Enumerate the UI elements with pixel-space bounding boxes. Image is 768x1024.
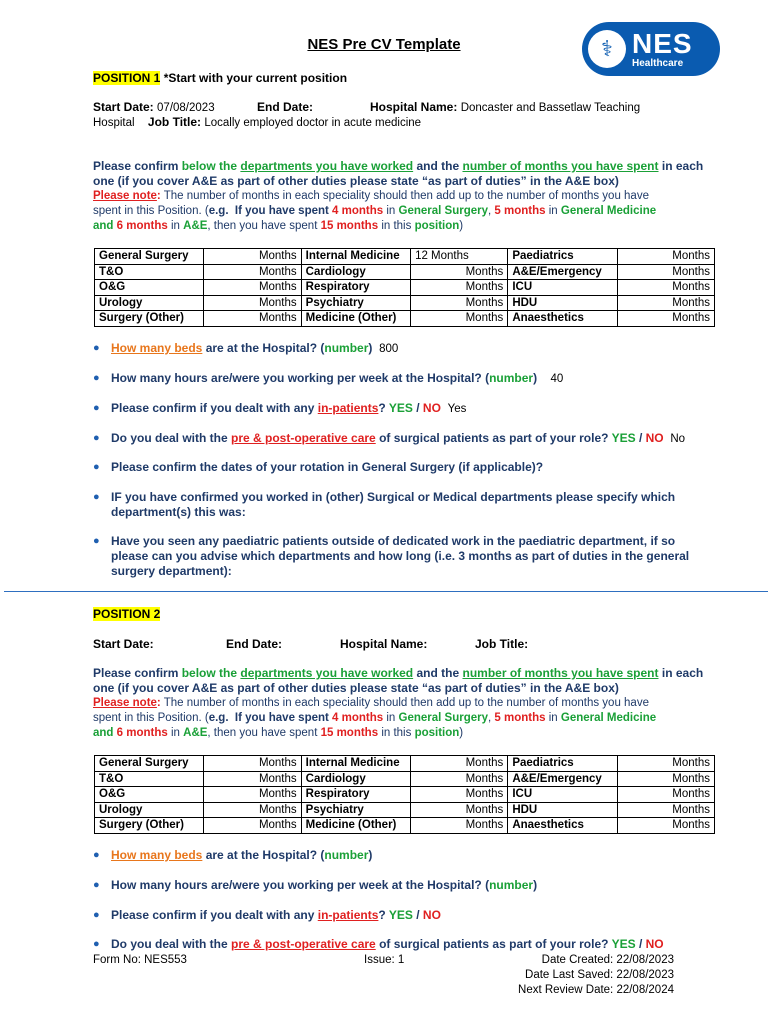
dept-cell: Respiratory bbox=[301, 280, 410, 296]
instructions-block-2: Please confirm below the departments you have worked and the number of months you have spent in each one (if you cover A&E as part of other duties please state “as part of duties” in the A&E box) Please note: The number of months in each speciality should then add up to the number of months you have spent in this Position. (e.g. If you have spent 4 months in General Surgery, 5 months in General Medicine and 6 months in A&E, then you have spent 15 months in this position) bbox=[93, 666, 704, 739]
table-row bbox=[95, 264, 715, 280]
months-cell[interactable]: Months bbox=[617, 280, 714, 296]
bullet-icon: ● bbox=[93, 909, 100, 921]
issue-number: Issue: 1 bbox=[364, 954, 405, 966]
hours-answer[interactable]: 40 bbox=[550, 373, 564, 385]
table-row bbox=[95, 818, 715, 834]
months-cell[interactable]: 12 Months bbox=[411, 249, 508, 265]
months-cell[interactable]: Months bbox=[204, 802, 301, 818]
dept-cell: Paediatrics bbox=[508, 756, 617, 772]
months-cell[interactable]: Months bbox=[411, 787, 508, 803]
bullet-icon: ● bbox=[93, 849, 100, 861]
position2-heading bbox=[93, 607, 160, 622]
position1-heading bbox=[93, 71, 347, 86]
months-cell[interactable]: Months bbox=[617, 756, 714, 772]
months-cell[interactable]: Months bbox=[204, 311, 301, 327]
job-title-label: Job Title: bbox=[147, 115, 202, 129]
months-cell[interactable]: Months bbox=[617, 818, 714, 834]
question-periop: ● Do you deal with the pre & post-operative care of surgical patients as part of your role? YES / NO No bbox=[93, 431, 686, 445]
departments-table-1 bbox=[94, 248, 715, 327]
months-cell[interactable]: Months bbox=[204, 264, 301, 280]
start-date-value: 07/08/2023 bbox=[157, 102, 215, 114]
dept-cell: Urology bbox=[95, 295, 204, 311]
hospital-name-label: Hospital Name: bbox=[370, 100, 458, 114]
months-cell[interactable]: Months bbox=[617, 249, 714, 265]
months-cell[interactable]: Months bbox=[617, 787, 714, 803]
bullet-icon: ● bbox=[93, 342, 100, 354]
position1-label: POSITION 1 bbox=[93, 71, 161, 85]
bullet-icon: ● bbox=[93, 432, 100, 444]
months-cell[interactable]: Months bbox=[411, 311, 508, 327]
dept-cell: Cardiology bbox=[301, 771, 410, 787]
months-cell[interactable]: Months bbox=[204, 771, 301, 787]
logo-main-text: NES bbox=[632, 27, 693, 59]
bullet-icon: ● bbox=[93, 372, 100, 384]
dept-cell: A&E/Emergency bbox=[508, 264, 617, 280]
dept-cell: Medicine (Other) bbox=[301, 818, 410, 834]
dept-cell: General Surgery bbox=[95, 249, 204, 265]
months-cell[interactable]: Months bbox=[617, 802, 714, 818]
dept-cell: Paediatrics bbox=[508, 249, 617, 265]
dept-cell: ICU bbox=[508, 280, 617, 296]
dept-cell: Psychiatry bbox=[301, 802, 410, 818]
job-title-row bbox=[93, 115, 421, 131]
question-other-departments: ● IF you have confirmed you worked in (other) Surgical or Medical departments please specify which department(s) this was: bbox=[93, 490, 676, 519]
months-cell[interactable]: Months bbox=[204, 756, 301, 772]
question-paediatrics: ● Have you seen any paediatric patients outside of dedicated work in the paediatric department, if so please can you advise which departments and how long (i.e. 3 months as part of duties in the general surgery department): bbox=[93, 534, 690, 578]
hospital-name-row bbox=[370, 100, 640, 116]
question-hours-2: ● How many hours are/were you working per week at the Hospital? (number) bbox=[93, 878, 538, 892]
months-cell[interactable]: Months bbox=[411, 771, 508, 787]
months-cell[interactable]: Months bbox=[617, 771, 714, 787]
months-cell[interactable]: Months bbox=[204, 295, 301, 311]
months-cell[interactable]: Months bbox=[411, 280, 508, 296]
end-date-label: End Date: bbox=[257, 100, 314, 114]
dept-cell: Internal Medicine bbox=[301, 249, 410, 265]
dept-cell: O&G bbox=[95, 280, 204, 296]
table-row bbox=[95, 756, 715, 772]
page-title: NES Pre CV Template bbox=[307, 36, 461, 53]
p2-hospital-name-label: Hospital Name: bbox=[340, 637, 428, 651]
question-inpatients-2: ● Please confirm if you dealt with any in-patients? YES / NO bbox=[93, 908, 441, 922]
departments-table-2 bbox=[94, 755, 715, 834]
p2-job-title-label: Job Title: bbox=[475, 637, 529, 651]
table-row bbox=[95, 280, 715, 296]
dept-cell: A&E/Emergency bbox=[508, 771, 617, 787]
months-cell[interactable]: Months bbox=[411, 295, 508, 311]
dept-cell: O&G bbox=[95, 787, 204, 803]
date-created: Date Created: 22/08/2023 bbox=[541, 954, 674, 966]
months-cell[interactable]: Months bbox=[617, 295, 714, 311]
months-cell[interactable]: Months bbox=[204, 249, 301, 265]
question-periop-2: ● Do you deal with the pre & post-operative care of surgical patients as part of your role? YES / NO bbox=[93, 937, 664, 951]
bullet-icon: ● bbox=[93, 938, 100, 950]
caduceus-icon: ⚕ bbox=[588, 30, 626, 68]
dept-cell: Psychiatry bbox=[301, 295, 410, 311]
dept-cell: ICU bbox=[508, 787, 617, 803]
dept-cell: Surgery (Other) bbox=[95, 818, 204, 834]
table-row bbox=[95, 295, 715, 311]
p2-start-date-label: Start Date: bbox=[93, 637, 154, 651]
dept-cell: General Surgery bbox=[95, 756, 204, 772]
table-row bbox=[95, 771, 715, 787]
position1-hint: *Start with your current position bbox=[163, 71, 348, 85]
dept-cell: Anaesthetics bbox=[508, 818, 617, 834]
next-review-date: Next Review Date: 22/08/2024 bbox=[518, 984, 674, 996]
bullet-icon: ● bbox=[93, 879, 100, 891]
dept-cell: Medicine (Other) bbox=[301, 311, 410, 327]
question-beds: ● How many beds are at the Hospital? (number) 800 bbox=[93, 341, 399, 355]
dept-cell: Respiratory bbox=[301, 787, 410, 803]
question-inpatients: ● Please confirm if you dealt with any in-patients? YES / NO Yes bbox=[93, 401, 467, 415]
hospital-name-value-cont: Hospital bbox=[93, 117, 135, 129]
table-row bbox=[95, 311, 715, 327]
bullet-icon: ● bbox=[93, 461, 100, 473]
months-cell[interactable]: Months bbox=[204, 787, 301, 803]
months-cell[interactable]: Months bbox=[204, 818, 301, 834]
months-cell[interactable]: Months bbox=[411, 818, 508, 834]
inpatients-answer[interactable]: Yes bbox=[447, 403, 467, 415]
months-cell[interactable]: Months bbox=[617, 264, 714, 280]
dept-cell: Internal Medicine bbox=[301, 756, 410, 772]
position1-start-date-row bbox=[93, 100, 215, 116]
table-row bbox=[95, 802, 715, 818]
table-row bbox=[95, 787, 715, 803]
section-divider bbox=[4, 591, 768, 592]
dept-cell: T&O bbox=[95, 264, 204, 280]
months-cell[interactable]: Months bbox=[411, 264, 508, 280]
question-beds-2: ● How many beds are at the Hospital? (number) bbox=[93, 848, 373, 862]
date-last-saved: Date Last Saved: 22/08/2023 bbox=[525, 969, 674, 981]
logo-sub-text: Healthcare bbox=[632, 57, 684, 69]
form-number: Form No: NES553 bbox=[93, 954, 187, 966]
bullet-icon: ● bbox=[93, 535, 100, 547]
job-title-value: Locally employed doctor in acute medicine bbox=[204, 117, 422, 129]
dept-cell: T&O bbox=[95, 771, 204, 787]
nes-healthcare-logo bbox=[582, 22, 720, 76]
dept-cell: Cardiology bbox=[301, 264, 410, 280]
position2-label: POSITION 2 bbox=[93, 607, 161, 621]
question-rotation: ● Please confirm the dates of your rotation in General Surgery (if applicable)? bbox=[93, 460, 544, 474]
months-cell[interactable]: Months bbox=[411, 756, 508, 772]
dept-cell: HDU bbox=[508, 802, 617, 818]
start-date-label: Start Date: bbox=[93, 100, 154, 114]
months-cell[interactable]: Months bbox=[617, 311, 714, 327]
hospital-name-value: Doncaster and Bassetlaw Teaching bbox=[460, 102, 641, 114]
question-hours: ● How many hours are/were you working per week at the Hospital? (number) 40 bbox=[93, 371, 564, 385]
periop-answer[interactable]: No bbox=[670, 433, 686, 445]
bullet-icon: ● bbox=[93, 402, 100, 414]
dept-cell: Urology bbox=[95, 802, 204, 818]
beds-answer[interactable]: 800 bbox=[379, 343, 399, 355]
months-cell[interactable]: Months bbox=[204, 280, 301, 296]
dept-cell: HDU bbox=[508, 295, 617, 311]
table-row bbox=[95, 249, 715, 265]
dept-cell: Anaesthetics bbox=[508, 311, 617, 327]
months-cell[interactable]: Months bbox=[411, 802, 508, 818]
dept-cell: Surgery (Other) bbox=[95, 311, 204, 327]
instructions-block-1: Please confirm below the departments you have worked and the number of months you have spent in each one (if you cover A&E as part of other duties please state “as part of duties” in the A&E box) Please note: The number of months in each speciality should then add up to the number of months you have spent in this Position. (e.g. If you have spent 4 months in General Surgery, 5 months in General Medicine and 6 months in A&E, then you have spent 15 months in this position) bbox=[93, 159, 704, 232]
bullet-icon: ● bbox=[93, 491, 100, 503]
p2-end-date-label: End Date: bbox=[226, 637, 283, 651]
